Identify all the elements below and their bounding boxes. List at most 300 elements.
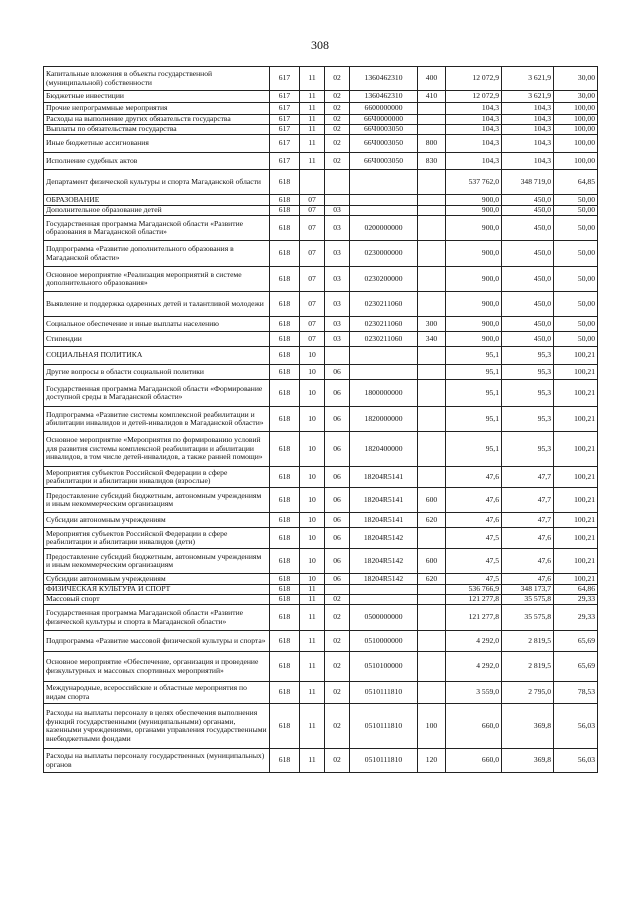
table-row (44, 206, 598, 216)
cell-subsection: 02 (325, 704, 350, 749)
cell-target: 1820400000 (350, 432, 418, 467)
cell-ministry: 618 (270, 206, 300, 216)
cell-name: Государственная программа Магаданской области «Развитие образования в Магаданской области» (44, 216, 270, 241)
cell-done: 369,8 (502, 749, 554, 773)
cell-plan: 104,3 (446, 125, 502, 135)
cell-percent: 100,00 (554, 103, 598, 115)
cell-section: 11 (300, 115, 325, 125)
cell-plan: 95,1 (446, 432, 502, 467)
cell-percent: 29,33 (554, 605, 598, 631)
cell-ministry: 617 (270, 135, 300, 153)
cell-done: 104,3 (502, 103, 554, 115)
cell-kind (418, 216, 446, 241)
cell-percent: 50,00 (554, 195, 598, 206)
cell-done: 3 621,9 (502, 91, 554, 103)
cell-ministry: 618 (270, 332, 300, 347)
cell-section: 11 (300, 682, 325, 704)
table-row (44, 652, 598, 682)
cell-done: 47,7 (502, 467, 554, 488)
cell-ministry: 617 (270, 103, 300, 115)
cell-plan: 104,3 (446, 115, 502, 125)
cell-done: 35 575,8 (502, 595, 554, 605)
cell-plan: 121 277,8 (446, 605, 502, 631)
table-row (44, 170, 598, 195)
cell-kind: 340 (418, 332, 446, 347)
cell-done: 2 795,0 (502, 682, 554, 704)
cell-plan: 900,0 (446, 332, 502, 347)
cell-plan: 900,0 (446, 317, 502, 332)
cell-percent: 100,21 (554, 347, 598, 365)
table-row (44, 317, 598, 332)
cell-done: 2 819,5 (502, 631, 554, 652)
cell-subsection: 06 (325, 380, 350, 407)
cell-subsection: 06 (325, 432, 350, 467)
cell-name: Бюджетные инвестиции (44, 91, 270, 103)
cell-name: Дополнительное образование детей (44, 206, 270, 216)
cell-kind (418, 170, 446, 195)
cell-target (350, 347, 418, 365)
cell-ministry: 618 (270, 488, 300, 513)
cell-section: 11 (300, 704, 325, 749)
cell-ministry: 618 (270, 467, 300, 488)
cell-percent: 65,69 (554, 631, 598, 652)
cell-percent: 100,21 (554, 549, 598, 574)
cell-done: 95,3 (502, 432, 554, 467)
cell-ministry: 618 (270, 292, 300, 317)
cell-target: 0230211060 (350, 292, 418, 317)
table-row (44, 407, 598, 432)
cell-kind (418, 347, 446, 365)
cell-percent: 100,21 (554, 467, 598, 488)
cell-percent: 50,00 (554, 241, 598, 267)
cell-target: 0230000000 (350, 241, 418, 267)
cell-plan: 900,0 (446, 267, 502, 292)
cell-kind (418, 267, 446, 292)
cell-kind (418, 115, 446, 125)
cell-subsection: 03 (325, 317, 350, 332)
cell-subsection: 03 (325, 267, 350, 292)
cell-plan: 95,1 (446, 347, 502, 365)
cell-ministry: 618 (270, 317, 300, 332)
cell-kind (418, 652, 446, 682)
cell-subsection (325, 347, 350, 365)
cell-target: 1820000000 (350, 407, 418, 432)
cell-ministry: 618 (270, 170, 300, 195)
cell-section: 07 (300, 267, 325, 292)
cell-name: Подпрограмма «Развитие массовой физической культуры и спорта» (44, 631, 270, 652)
cell-name: Предоставление субсидий бюджетным, автономным учреждениям и иным некоммерческим организациям (44, 488, 270, 513)
cell-subsection: 02 (325, 115, 350, 125)
cell-kind (418, 365, 446, 380)
cell-kind (418, 103, 446, 115)
cell-percent: 50,00 (554, 206, 598, 216)
cell-percent: 100,21 (554, 528, 598, 549)
cell-target: 18204R5142 (350, 574, 418, 585)
table-row (44, 115, 598, 125)
cell-done: 104,3 (502, 135, 554, 153)
table-row (44, 153, 598, 170)
cell-name: Подпрограмма «Развитие системы комплексной реабилитации и абилитации инвалидов и детей-инвалидов в Магаданской области» (44, 407, 270, 432)
cell-name: Массовый спорт (44, 595, 270, 605)
cell-subsection: 02 (325, 605, 350, 631)
table-row (44, 682, 598, 704)
cell-done: 95,3 (502, 347, 554, 365)
cell-subsection: 03 (325, 206, 350, 216)
cell-target: 0500000000 (350, 605, 418, 631)
cell-name: Субсидии автономным учреждениям (44, 574, 270, 585)
cell-ministry: 618 (270, 267, 300, 292)
cell-done: 3 621,9 (502, 67, 554, 91)
cell-section: 11 (300, 135, 325, 153)
cell-section: 07 (300, 216, 325, 241)
cell-ministry: 617 (270, 125, 300, 135)
cell-name: ОБРАЗОВАНИЕ (44, 195, 270, 206)
table-row (44, 585, 598, 595)
cell-target: 0510111810 (350, 704, 418, 749)
cell-section: 11 (300, 605, 325, 631)
cell-name: Расходы на выплаты персоналу в целях обеспечения выполнения функций государственными (муниципальными) органами, казенными учреждениями, органами управления государственными внебюджетными фондами (44, 704, 270, 749)
cell-kind: 830 (418, 153, 446, 170)
cell-section: 10 (300, 380, 325, 407)
cell-section: 07 (300, 292, 325, 317)
cell-percent: 100,00 (554, 125, 598, 135)
table-row (44, 488, 598, 513)
cell-section: 10 (300, 528, 325, 549)
cell-subsection: 03 (325, 332, 350, 347)
cell-target: 0510100000 (350, 652, 418, 682)
cell-kind: 620 (418, 574, 446, 585)
cell-target: 18204R5142 (350, 549, 418, 574)
cell-name: ФИЗИЧЕСКАЯ КУЛЬТУРА И СПОРТ (44, 585, 270, 595)
cell-subsection: 02 (325, 135, 350, 153)
cell-plan: 900,0 (446, 216, 502, 241)
cell-percent: 78,53 (554, 682, 598, 704)
table-row (44, 292, 598, 317)
cell-section: 10 (300, 467, 325, 488)
table-row (44, 365, 598, 380)
cell-plan: 3 559,0 (446, 682, 502, 704)
table-row (44, 631, 598, 652)
cell-ministry: 618 (270, 704, 300, 749)
cell-section: 11 (300, 125, 325, 135)
table-row (44, 380, 598, 407)
cell-target: 1360462310 (350, 67, 418, 91)
cell-done: 95,3 (502, 365, 554, 380)
cell-done: 47,7 (502, 513, 554, 528)
table-row (44, 347, 598, 365)
cell-kind (418, 407, 446, 432)
cell-plan: 536 766,9 (446, 585, 502, 595)
cell-percent: 100,21 (554, 432, 598, 467)
cell-plan: 900,0 (446, 292, 502, 317)
page-number: 308 (311, 38, 329, 52)
cell-name: Другие вопросы в области социальной политики (44, 365, 270, 380)
table-row (44, 704, 598, 749)
cell-name: Расходы на выполнение других обязательств государства (44, 115, 270, 125)
cell-name: Основное мероприятие «Обеспечение, организация и проведение физкультурных и массовых спортивных мероприятий» (44, 652, 270, 682)
cell-name: Стипендии (44, 332, 270, 347)
cell-plan: 47,6 (446, 513, 502, 528)
cell-section: 10 (300, 365, 325, 380)
cell-ministry: 617 (270, 67, 300, 91)
cell-name: Иные бюджетные ассигнования (44, 135, 270, 153)
cell-subsection (325, 585, 350, 595)
table-row (44, 125, 598, 135)
cell-subsection: 06 (325, 528, 350, 549)
cell-name: Выявление и поддержка одаренных детей и талантливой молодежи (44, 292, 270, 317)
cell-kind: 800 (418, 135, 446, 153)
cell-target: 0230200000 (350, 267, 418, 292)
cell-target: 0510111810 (350, 749, 418, 773)
cell-subsection: 03 (325, 292, 350, 317)
cell-subsection: 02 (325, 749, 350, 773)
cell-name: Государственная программа Магаданской области «Формирование доступной среды в Магаданской области» (44, 380, 270, 407)
cell-ministry: 617 (270, 115, 300, 125)
cell-plan: 121 277,8 (446, 595, 502, 605)
cell-target: 66Ч0003050 (350, 135, 418, 153)
cell-percent: 100,21 (554, 488, 598, 513)
cell-section: 10 (300, 347, 325, 365)
cell-section: 10 (300, 549, 325, 574)
cell-section: 11 (300, 631, 325, 652)
cell-name: СОЦИАЛЬНАЯ ПОЛИТИКА (44, 347, 270, 365)
cell-ministry: 618 (270, 347, 300, 365)
cell-name: Капитальные вложения в объекты государственной (муниципальной) собственности (44, 67, 270, 91)
cell-subsection: 06 (325, 365, 350, 380)
cell-percent: 100,00 (554, 115, 598, 125)
cell-percent: 50,00 (554, 267, 598, 292)
cell-kind (418, 605, 446, 631)
cell-subsection: 06 (325, 488, 350, 513)
cell-name: Расходы на выплаты персоналу государственных (муниципальных) органов (44, 749, 270, 773)
table-row (44, 513, 598, 528)
cell-subsection: 02 (325, 91, 350, 103)
cell-percent: 64,86 (554, 585, 598, 595)
cell-section: 11 (300, 595, 325, 605)
cell-plan: 47,5 (446, 549, 502, 574)
cell-subsection: 02 (325, 103, 350, 115)
cell-section: 11 (300, 67, 325, 91)
cell-name: Предоставление субсидий бюджетным, автономным учреждениям и иным некоммерческим организациям (44, 549, 270, 574)
cell-section: 07 (300, 241, 325, 267)
cell-ministry: 618 (270, 605, 300, 631)
cell-section: 10 (300, 513, 325, 528)
cell-done: 450,0 (502, 216, 554, 241)
cell-done: 104,3 (502, 115, 554, 125)
cell-name: Мероприятия субъектов Российской Федерации в сфере реабилитации и абилитации инвалидов (дети) (44, 528, 270, 549)
cell-target (350, 170, 418, 195)
table-row (44, 467, 598, 488)
cell-plan: 95,1 (446, 380, 502, 407)
table-row (44, 605, 598, 631)
cell-section: 10 (300, 574, 325, 585)
cell-section: 07 (300, 195, 325, 206)
cell-subsection: 02 (325, 153, 350, 170)
cell-kind (418, 432, 446, 467)
cell-plan: 4 292,0 (446, 652, 502, 682)
table-row (44, 135, 598, 153)
cell-subsection: 06 (325, 467, 350, 488)
cell-percent: 100,21 (554, 365, 598, 380)
cell-section: 07 (300, 206, 325, 216)
cell-kind (418, 528, 446, 549)
cell-done: 450,0 (502, 241, 554, 267)
cell-plan: 95,1 (446, 365, 502, 380)
cell-done: 450,0 (502, 317, 554, 332)
cell-subsection: 02 (325, 595, 350, 605)
cell-subsection: 03 (325, 241, 350, 267)
cell-plan: 900,0 (446, 241, 502, 267)
cell-percent: 50,00 (554, 292, 598, 317)
cell-subsection: 02 (325, 67, 350, 91)
cell-section: 07 (300, 317, 325, 332)
cell-percent: 100,21 (554, 380, 598, 407)
cell-plan: 47,5 (446, 528, 502, 549)
cell-plan: 104,3 (446, 153, 502, 170)
cell-ministry: 618 (270, 216, 300, 241)
cell-plan: 12 072,9 (446, 67, 502, 91)
cell-section: 11 (300, 652, 325, 682)
cell-plan: 47,6 (446, 467, 502, 488)
cell-percent: 29,33 (554, 595, 598, 605)
table-row (44, 103, 598, 115)
cell-done: 104,3 (502, 153, 554, 170)
cell-plan: 660,0 (446, 704, 502, 749)
cell-done: 450,0 (502, 206, 554, 216)
cell-percent: 30,00 (554, 91, 598, 103)
cell-target: 0510000000 (350, 631, 418, 652)
cell-target: 18204R5141 (350, 488, 418, 513)
cell-plan: 104,3 (446, 103, 502, 115)
cell-plan: 104,3 (446, 135, 502, 153)
cell-ministry: 618 (270, 549, 300, 574)
cell-plan: 900,0 (446, 206, 502, 216)
cell-name: Основное мероприятие «Мероприятия по формированию условий для развития системы комплексной реабилитации и абилитации инвалидов, в том числе детей-инвалидов, а также ранней помощи» (44, 432, 270, 467)
cell-done: 47,7 (502, 488, 554, 513)
cell-section: 11 (300, 749, 325, 773)
cell-done: 47,6 (502, 574, 554, 585)
table-row (44, 241, 598, 267)
cell-ministry: 618 (270, 528, 300, 549)
table-row (44, 574, 598, 585)
cell-kind (418, 195, 446, 206)
cell-name: Основное мероприятие «Реализация мероприятий в системе дополнительного образования» (44, 267, 270, 292)
cell-kind: 120 (418, 749, 446, 773)
cell-name: Прочие непрограммные мероприятия (44, 103, 270, 115)
cell-done: 2 819,5 (502, 652, 554, 682)
cell-target: 0230211060 (350, 317, 418, 332)
cell-section (300, 170, 325, 195)
cell-kind: 600 (418, 488, 446, 513)
cell-target: 0200000000 (350, 216, 418, 241)
cell-name: Исполнение судебных актов (44, 153, 270, 170)
cell-kind (418, 631, 446, 652)
cell-percent: 30,00 (554, 67, 598, 91)
cell-name: Социальное обеспечение и иные выплаты населению (44, 317, 270, 332)
cell-name: Международные, всероссийские и областные мероприятия по видам спорта (44, 682, 270, 704)
cell-target: 18204R5141 (350, 513, 418, 528)
cell-ministry: 618 (270, 241, 300, 267)
cell-name: Мероприятия субъектов Российской Федерации в сфере реабилитации и абилитации инвалидов (взрослые) (44, 467, 270, 488)
table-row (44, 267, 598, 292)
cell-subsection: 06 (325, 407, 350, 432)
table-row (44, 91, 598, 103)
cell-section: 11 (300, 585, 325, 595)
cell-kind (418, 241, 446, 267)
cell-subsection: 02 (325, 125, 350, 135)
cell-plan: 47,5 (446, 574, 502, 585)
cell-kind: 400 (418, 67, 446, 91)
cell-target: 1800000000 (350, 380, 418, 407)
cell-kind (418, 467, 446, 488)
cell-target (350, 195, 418, 206)
cell-kind: 300 (418, 317, 446, 332)
cell-kind (418, 292, 446, 317)
cell-percent: 64,85 (554, 170, 598, 195)
cell-section: 10 (300, 432, 325, 467)
cell-ministry: 618 (270, 574, 300, 585)
cell-kind (418, 682, 446, 704)
cell-percent: 56,03 (554, 704, 598, 749)
cell-done: 450,0 (502, 267, 554, 292)
cell-section: 10 (300, 488, 325, 513)
cell-done: 95,3 (502, 380, 554, 407)
cell-done: 369,8 (502, 704, 554, 749)
cell-done: 47,6 (502, 549, 554, 574)
cell-ministry: 617 (270, 91, 300, 103)
cell-subsection: 03 (325, 216, 350, 241)
cell-kind: 600 (418, 549, 446, 574)
cell-name: Выплаты по обязательствам государства (44, 125, 270, 135)
cell-kind (418, 380, 446, 407)
cell-section: 10 (300, 407, 325, 432)
cell-kind: 410 (418, 91, 446, 103)
cell-section: 11 (300, 153, 325, 170)
cell-target: 66Ч0003050 (350, 125, 418, 135)
cell-percent: 100,21 (554, 513, 598, 528)
cell-subsection: 06 (325, 549, 350, 574)
cell-ministry: 618 (270, 652, 300, 682)
cell-done: 35 575,8 (502, 605, 554, 631)
cell-done: 450,0 (502, 292, 554, 317)
table-row (44, 216, 598, 241)
cell-done: 450,0 (502, 332, 554, 347)
table-row (44, 595, 598, 605)
cell-name: Подпрограмма «Развитие дополнительного образования в Магаданской области» (44, 241, 270, 267)
cell-ministry: 618 (270, 513, 300, 528)
cell-ministry: 618 (270, 595, 300, 605)
table-row (44, 749, 598, 773)
cell-subsection: 06 (325, 513, 350, 528)
cell-target: 0510111810 (350, 682, 418, 704)
cell-done: 95,3 (502, 407, 554, 432)
cell-subsection (325, 170, 350, 195)
cell-ministry: 618 (270, 365, 300, 380)
cell-plan: 537 762,0 (446, 170, 502, 195)
table-row (44, 528, 598, 549)
cell-ministry: 618 (270, 195, 300, 206)
cell-plan: 47,6 (446, 488, 502, 513)
cell-kind (418, 595, 446, 605)
cell-subsection: 02 (325, 652, 350, 682)
cell-plan: 4 292,0 (446, 631, 502, 652)
cell-target: 6600000000 (350, 103, 418, 115)
cell-percent: 100,21 (554, 574, 598, 585)
cell-subsection: 06 (325, 574, 350, 585)
cell-percent: 100,21 (554, 407, 598, 432)
cell-percent: 50,00 (554, 216, 598, 241)
cell-subsection (325, 195, 350, 206)
